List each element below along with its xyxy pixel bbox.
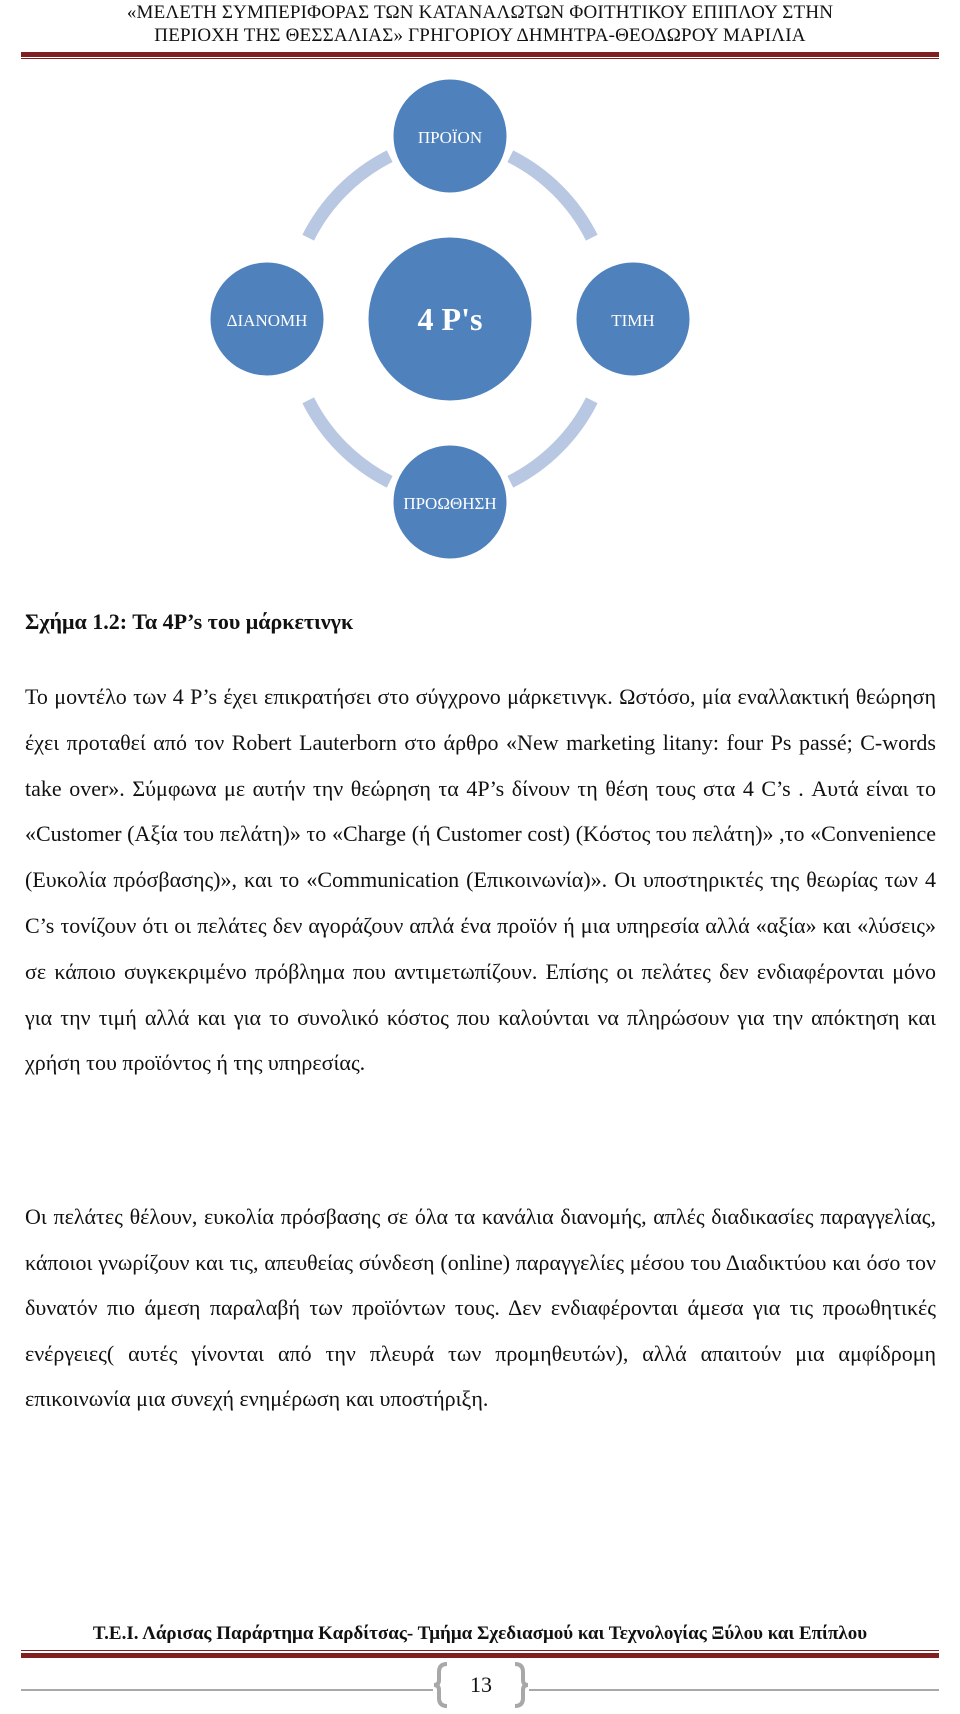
running-header-line-1: «ΜΕΛΕΤΗ ΣΥΜΠΕΡΙΦΟΡΑΣ ΤΩΝ ΚΑΤΑΝΑΛΩΤΩΝ ΦΟΙΤΗΤΙΚΟΥ ΕΠΙΠΛΟΥ ΣΤΗΝ xyxy=(126,2,834,23)
node-product-label: ΠΡΟΪΟΝ xyxy=(417,128,483,147)
ring-arc-top-left xyxy=(308,156,390,238)
ring-arc-top-right xyxy=(510,156,592,238)
four-ps-cycle-diagram xyxy=(0,0,960,600)
paragraph-text: Το μοντέλο των 4 P’s έχει επικρατήσει στο σύγχρονο μάρκετινγκ. Ωστόσο, μία εναλλακτική θεώρηση έχει προταθεί από τον Robert Lauterborn στο άρθρο «New marketing litany: four Ps passé; C-words take over». Σύμφωνα με αυτήν την θεώρηση τα 4P’s δίνουν τη θέση τους στα 4 C’s . Αυτά είναι το «Customer (Αξία του πελάτη)» το «Charge (ή Customer cost) (Κόστος του πελάτη)» ,το «Convenience (Ευκολία πρόσβασης)», και το «Communication (Επικοινωνία)». Οι υποστηρικτές της θεωρίας των 4 C’s τονίζουν ότι οι πελάτες δεν αγοράζουν απλά ένα προϊόν ή μια υπηρεσία αλλά «αξία» και «λύσεις» σε κάποιο συγκεκριμένο πρόβλημα που αντιμετωπίζουν. Επίσης οι πελάτες δεν ενδιαφέρονται μόνο για την τιμή αλλά και για το συνολικό κόστος που καλούνται να πληρώσουν για την απόκτηση και χρήση του προϊόντος ή της υπηρεσίας. xyxy=(25,684,936,1076)
node-distribution-label: ΔΙΑΝΟΜΗ xyxy=(226,311,308,330)
page-number: 13 xyxy=(470,1672,492,1697)
center-node-label: 4 P's xyxy=(417,301,483,337)
running-header-line-2: ΠΕΡΙΟΧΗ ΤΗΣ ΘΕΣΣΑΛΙΑΣ» ΓΡΗΓΟΡΙΟΥ ΔΗΜΗΤΡΑ-ΘΕΟΔΩΡΟΥ ΜΑΡΙΛΙΑ xyxy=(154,25,806,46)
ring-arc-bottom-left xyxy=(308,400,390,482)
body-paragraph-2 xyxy=(25,1194,936,1422)
footer-rule-thin xyxy=(21,1650,939,1651)
node-promotion-label: ΠΡΟΩΘΗΣΗ xyxy=(403,494,497,513)
footer-institution: Τ.Ε.Ι. Λάρισας Παράρτημα Καρδίτσας- Τμήμα Σχεδιασμού και Τεχνολογίας Ξύλου και Επίπλου xyxy=(92,1623,868,1644)
footer-rule-thick xyxy=(21,1653,939,1658)
figure-caption: Σχήμα 1.2: Τα 4P’s του μάρκετινγκ xyxy=(25,609,354,634)
body-paragraph-1 xyxy=(25,674,936,1086)
paragraph-text: Οι πελάτες θέλουν, ευκολία πρόσβασης σε όλα τα κανάλια διανομής, απλές διαδικασίες παραγγελίας, κάποιοι γνωρίζουν και τις, απευθείας σύνδεση (online) παραγγελίες μέσου του Διαδικτύου και όσο τον δυνατόν πιο άμεση παραλαβή των προϊόντων τους. Δεν ενδιαφέρονται άμεσα για τις προωθητικές ενέργειες( αυτές γίνονται από την πλευρά των προμηθευτών), αλλά απαιτούν μια αμφίδρομη επικοινωνία μια συνεχή ενημέρωση και υποστήριξη. xyxy=(25,1204,936,1412)
node-price-label: ΤΙΜΗ xyxy=(611,311,655,330)
ring-arc-bottom-right xyxy=(510,400,592,482)
